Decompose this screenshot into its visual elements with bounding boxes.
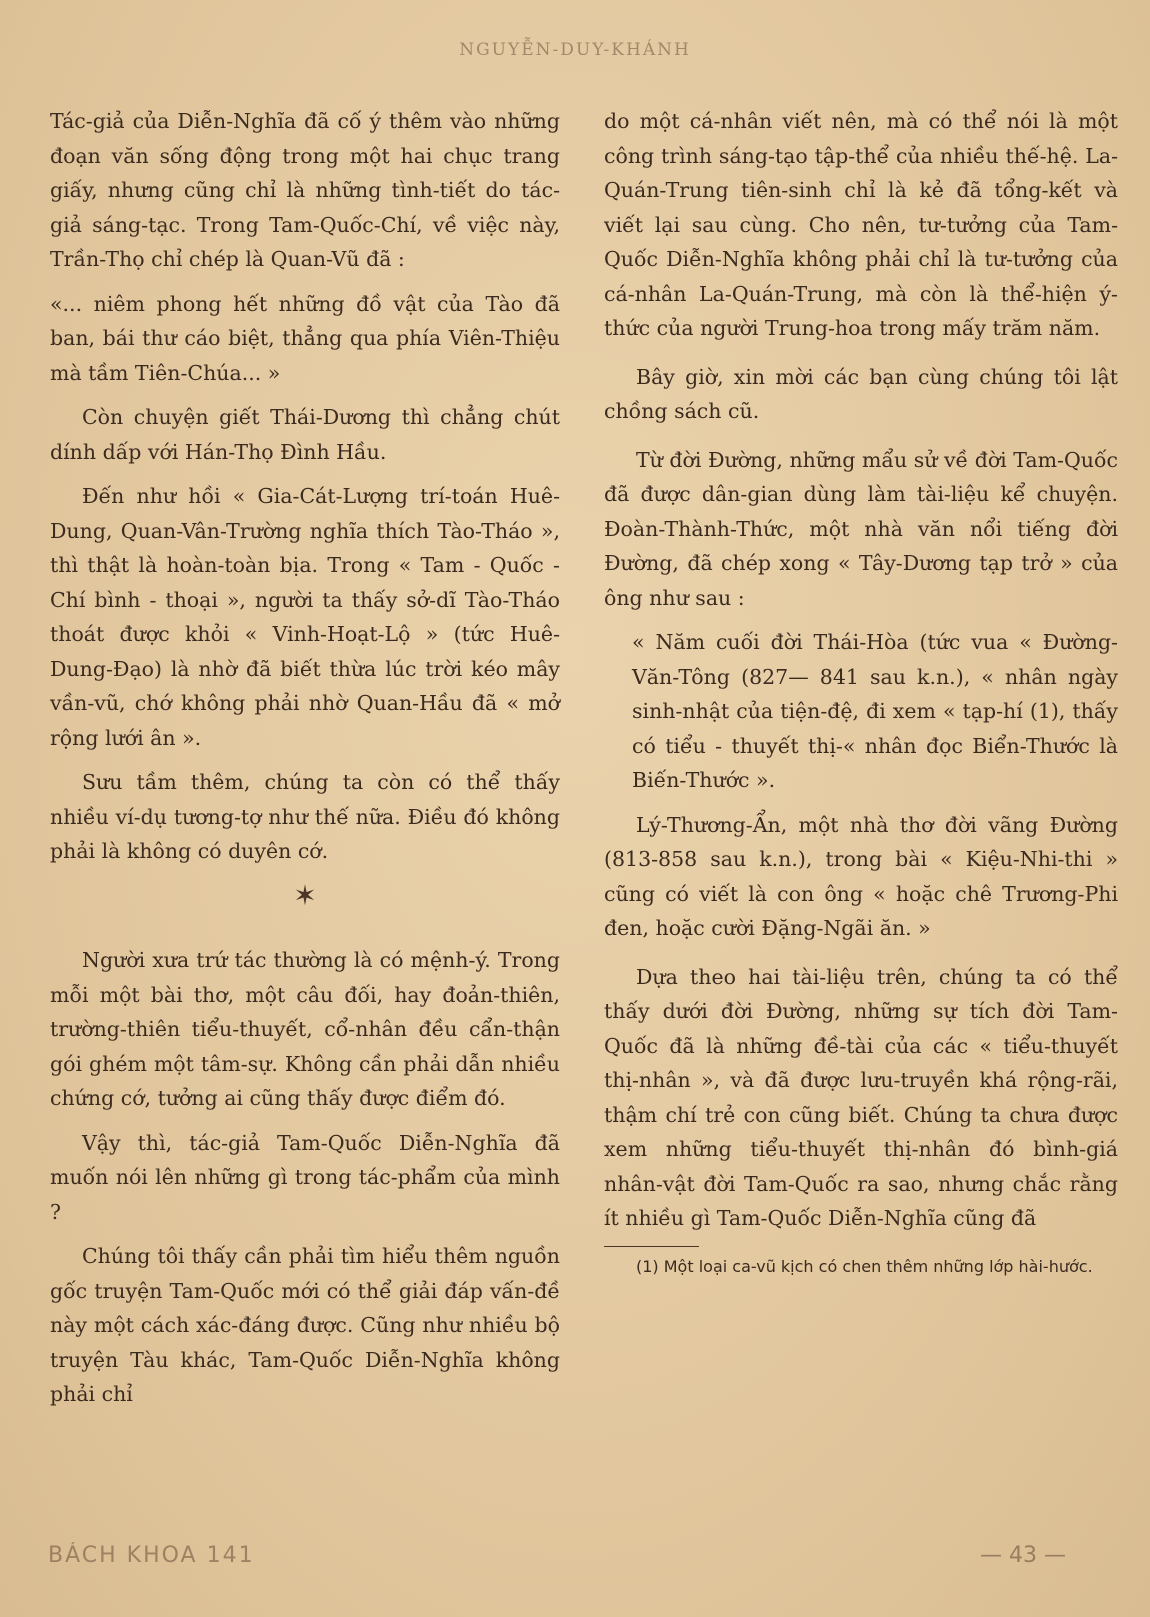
footnote: (1) Một loại ca-vũ kịch có chen thêm những lớp hài-hước.: [636, 1256, 1093, 1276]
paragraph: Bây giờ, xin mời các bạn cùng chúng tôi lật chồng sách cũ.: [604, 364, 1118, 423]
right-column: [604, 104, 1118, 1290]
paragraph: Đến như hồi « Gia-Cát-Lượng trí-toán Huê-Dung, Quan-Vân-Trường nghĩa thích Tào-Tháo », thì thật là hoàn-toàn bịa. Trong « Tam - Quốc - Chí bình - thoại », người ta thấy sở-dĩ Tào-Tháo thoát được khỏi « Vinh-Hoạt-Lộ » (tức Huê-Dung-Đạo) là nhờ đã biết thừa lúc trời kéo mây vần-vũ, chớ không phải nhờ Quan-Hầu đã « mở rộng lưới ân ».: [50, 484, 560, 750]
paragraph: Người xưa trứ tác thường là có mệnh-ý. Trong mỗi một bài thơ, một câu đối, hay đoản-thiên, trường-thiên tiểu-thuyết, cổ-nhân đều cẩn-thận gói ghém một tâm-sự. Không cần phải dẫn nhiều chứng cớ, tưởng ai cũng thấy được điểm đó.: [50, 948, 560, 1110]
footnote-divider: [604, 1246, 699, 1247]
quote-block: « Năm cuối đời Thái-Hòa (tức vua « Đường-Văn-Tông (827— 841 sau k.n.), « nhân ngày sinh-nhật của tiện-đệ, đi xem « tạp-hí (1), thấy có tiểu - thuyết thị-« nhân đọc Biển-Thước là Biến-Thước ».: [632, 630, 1118, 792]
paragraph: Sưu tầm thêm, chúng ta còn có thể thấy nhiều ví-dụ tương-tợ như thế nữa. Điều đó không phải là không có duyên cớ.: [50, 770, 560, 863]
paragraph: Từ đời Đường, những mẩu sử về đời Tam-Quốc đã được dân-gian dùng làm tài-liệu kể chuyện. Đoàn-Thành-Thức, một nhà văn nổi tiếng đời Đường, đã chép xong « Tây-Dương tạp trở » của ông như sau :: [604, 447, 1118, 610]
quote-paragraph: «... niêm phong hết những đồ vật của Tào đã ban, bái thư cáo biệt, thẳng qua phía Viên-Thiệu mà tầm Tiên-Chúa... »: [50, 291, 560, 385]
paragraph: Chúng tôi thấy cần phải tìm hiểu thêm nguồn gốc truyện Tam-Quốc mới có thể giải đáp vấn-đề này một cách xác-đáng được. Cũng như nhiều bộ truyện Tàu khác, Tam-Quốc Diễn-Nghĩa không phải chỉ: [50, 1244, 560, 1406]
left-column: [50, 104, 560, 1422]
page-number: — 43 —: [980, 1543, 1066, 1568]
paragraph: do một cá-nhân viết nên, mà có thể nói là một công trình sáng-tạo tập-thể của nhiều thế-hệ. La-Quán-Trung tiên-sinh chỉ là kẻ đã tổng-kết và viết lại sau cùng. Cho nên, tư-tưởng của Tam-Quốc Diễn-Nghĩa không phải chỉ là tư-tưởng của cá-nhân La-Quán-Trung, mà còn là thể-hiện ý-thức của người Trung-hoa trong mấy trăm năm.: [604, 109, 1118, 340]
running-header: NGUYỄN-DUY-KHÁNH: [459, 40, 691, 60]
section-divider-star-icon: ✶: [293, 878, 317, 912]
paragraph: Vậy thì, tác-giả Tam-Quốc Diễn-Nghĩa đã muốn nói lên những gì trong tác-phẩm của mình ?: [50, 1130, 560, 1224]
footer-publication: BÁCH KHOA 141: [48, 1543, 255, 1568]
paragraph: Dựa theo hai tài-liệu trên, chúng ta có thể thấy dưới đời Đường, những sự tích đời Tam-Quốc đã là những đề-tài của các « tiểu-thuyết thị-nhân », và đã được lưu-truyền khá rộng-rãi, thậm chí trẻ con cũng biết. Chúng ta chưa được xem những tiểu-thuyết thị-nhân đó bình-giá nhân-vật đời Tam-Quốc ra sao, nhưng chắc rằng ít nhiều gì Tam-Quốc Diễn-Nghĩa cũng đã: [604, 964, 1118, 1230]
paragraph: Còn chuyện giết Thái-Dương thì chẳng chút dính dấp với Hán-Thọ Đình Hầu.: [50, 405, 560, 464]
paragraph: Lý-Thương-Ẩn, một nhà thơ đời vãng Đường (813-858 sau k.n.), trong bài « Kiệu-Nhi-thi » cũng có viết là con ông « hoặc chê Trương-Phi đen, hoặc cười Đặng-Ngãi ăn. »: [604, 812, 1118, 940]
paragraph: Tác-giả của Diễn-Nghĩa đã cố ý thêm vào những đoạn văn sống động trong một hai chục trang giấy, nhưng cũng chỉ là những tình-tiết do tác-giả sáng-tạc. Trong Tam-Quốc-Chí, về việc này, Trần-Thọ chỉ chép là Quan-Vũ đã :: [50, 109, 560, 271]
